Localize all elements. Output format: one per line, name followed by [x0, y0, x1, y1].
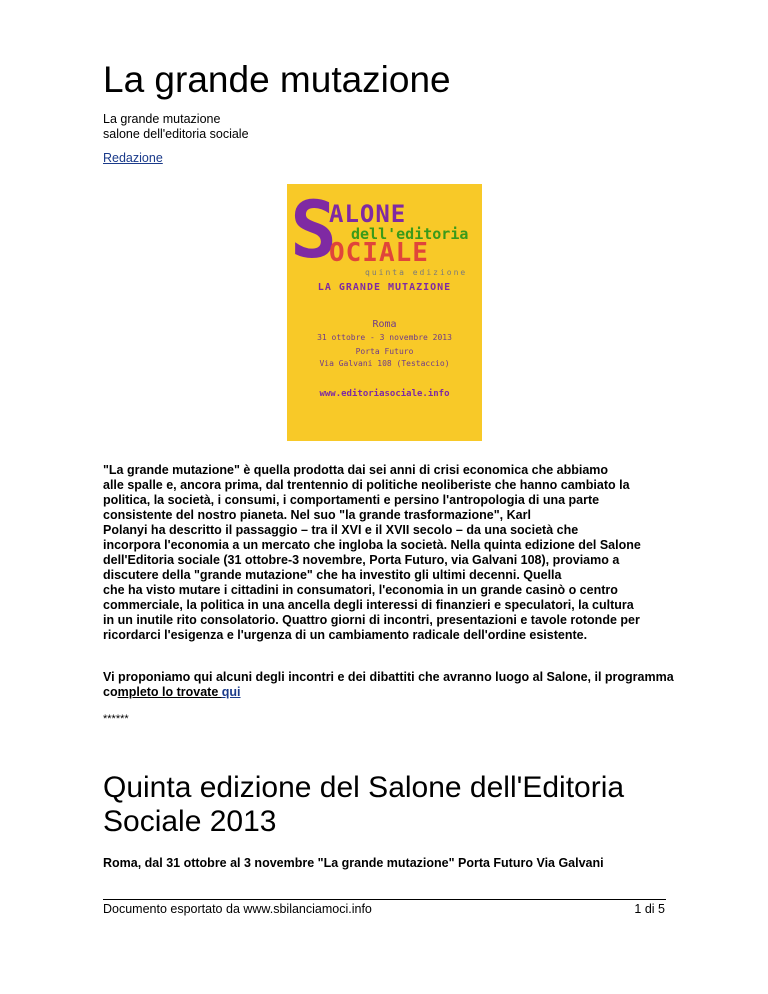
poster-letter-s: S: [290, 186, 337, 276]
body-line: incorpora l'economia a un mercato che ingloba la società. Nella quinta edizione del Salone: [103, 538, 641, 552]
separator: ******: [103, 713, 129, 725]
body-line: Polanyi ha descritto il passaggio – tra il XVI e il XVII secolo – da una società che: [103, 523, 579, 537]
poster-website: www.editoriasociale.info: [319, 389, 450, 399]
poster-dates: 31 ottobre - 3 novembre 2013: [317, 333, 452, 342]
event-info-line: Roma, dal 31 ottobre al 3 novembre "La grande mutazione" Porta Futuro Via Galvani: [103, 856, 604, 870]
program-link[interactable]: qui: [221, 685, 241, 699]
body-line: in un inutile rito consolatorio. Quattro giorni di incontri, presentazioni e tavole rotonde per: [103, 613, 640, 627]
poster-address: Via Galvani 108 (Testaccio): [319, 359, 450, 368]
body-line: dell'Editoria sociale (31 ottobre-3 novembre, Porta Futuro, via Galvani 108), proviamo a: [103, 553, 620, 567]
body-line: "La grande mutazione" è quella prodotta dai sei anni di crisi economica che abbiamo: [103, 463, 609, 477]
subtitle-line-2: salone dell'editoria sociale: [103, 127, 249, 141]
intro-line-1: Vi proponiamo qui alcuni degli incontri e dei dibattiti che avranno luogo al Salone, il programma: [103, 670, 674, 684]
intro-line-2: [103, 685, 703, 700]
footer-source: Documento esportato da www.sbilanciamoci.info: [103, 902, 372, 916]
poster-city: Roma: [372, 319, 397, 330]
poster-dell-editoria: dell'editoria: [351, 225, 469, 243]
poster-quinta-edizione: quinta edizione: [365, 268, 468, 277]
body-line: commerciale, la politica in una ancella degli interessi di finanzieri e speculatori, la cultura: [103, 598, 634, 612]
poster-venue: Porta Futuro: [355, 347, 414, 356]
body-paragraph: [103, 463, 703, 643]
body-line: che ha visto mutare i cittadini in consumatori, l'economia in un grande casinò o centro: [103, 583, 618, 597]
body-line: discutere della "grande mutazione" che ha investito gli ultimi decenni. Quella: [103, 568, 562, 582]
page-title: La grande mutazione: [103, 59, 451, 100]
poster-alone: ALONE: [329, 200, 407, 228]
intro-paragraph: [103, 670, 703, 700]
body-line: consistente del nostro pianeta. Nel suo "la grande trasformazione", Karl: [103, 508, 531, 522]
event-poster: [287, 184, 482, 441]
poster-grande-mutazione: LA GRANDE MUTAZIONE: [317, 282, 452, 293]
body-line: politica, la società, i consumi, i comportamenti e persino l'antropologia di una parte: [103, 493, 600, 507]
intro-line-2-prefix: co: [103, 685, 118, 699]
footer-divider: [103, 899, 666, 900]
section-title: Quinta edizione del Salone dell'Editoria Sociale 2013: [103, 771, 625, 838]
author-link[interactable]: Redazione: [103, 151, 163, 165]
subtitle-line-1: La grande mutazione: [103, 112, 221, 126]
poster-ociale: OCIALE: [329, 238, 429, 268]
body-line: ricordarci l'esigenza e l'urgenza di un cambiamento radicale dell'ordine esistente.: [103, 628, 588, 642]
footer-page-number: 1 di 5: [634, 902, 665, 916]
intro-line-2-underlined: mpleto lo trovate: [117, 685, 222, 699]
author-row: [103, 151, 163, 166]
body-line: alle spalle e, ancora prima, dal trentennio di politiche neoliberiste che hanno cambiato la: [103, 478, 630, 492]
